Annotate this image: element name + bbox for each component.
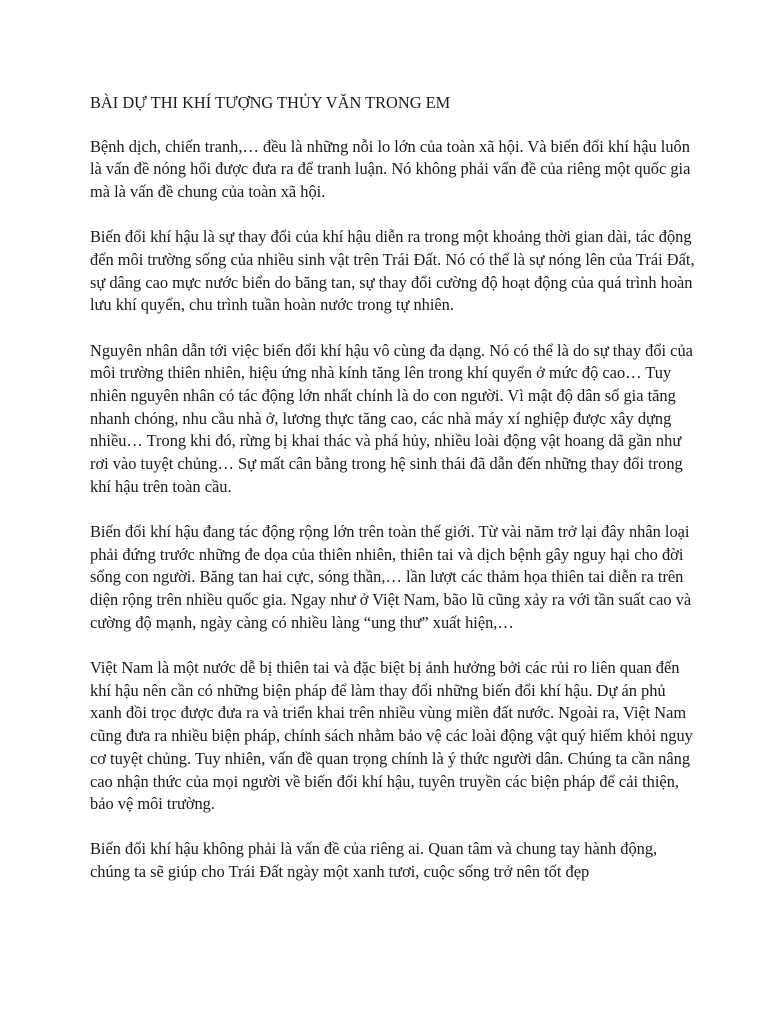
paragraph-4: Biến đổi khí hậu đang tác động rộng lớn trên toàn thế giới. Từ vài năm trở lại đây nhân loại phải đứng trước những đe dọa của thiên nhiên, thiên tai và dịch bệnh gây nguy hại cho đời sống con người. Băng tan hai cực, sóng thần,… lần lượt các thảm họa thiên tai diễn ra trên diện rộng trên nhiều quốc gia. Ngay như ở Việt Nam, bão lũ cũng xảy ra với tần suất cao và cường độ mạnh, ngày càng có nhiều làng “ung thư” xuất hiện,… bbox=[90, 522, 692, 632]
paragraph-6: Biến đổi khí hậu không phải là vấn đề của riêng ai. Quan tâm và chung tay hành động, chúng ta sẽ giúp cho Trái Đất ngày một xanh tươi, cuộc sống trở nên tốt đẹp bbox=[90, 839, 658, 882]
paragraph-5: Việt Nam là một nước dễ bị thiên tai và đặc biệt bị ảnh hưởng bởi các rủi ro liên quan đến khí hậu nên cần có những biện pháp để làm thay đổi những biến đổi khí hậu. Dự án phủ xanh đồi trọc được đưa ra và triển khai trên nhiều vùng miền đất nước. Ngoài ra, Việt Nam cũng đưa ra nhiều biện pháp, chính sách nhằm bảo vệ các loài động vật quý hiếm khỏi nguy cơ tuyệt chủng. Tuy nhiên, vấn đề quan trọng chính là ý thức người dân. Chúng ta cần nâng cao nhận thức của mọi người về biến đổi khí hậu, tuyên truyền các biện pháp để cải thiện, bảo vệ môi trường. bbox=[90, 658, 693, 814]
paragraph-1: Bệnh dịch, chiến tranh,… đều là những nỗi lo lớn của toàn xã hội. Và biến đổi khí hậu luôn là vấn đề nóng hổi được đưa ra để tranh luận. Nó không phải vấn đề của riêng một quốc gia mà là vấn đề chung của toàn xã hội. bbox=[90, 136, 691, 202]
document-title: BÀI DỰ THI KHÍ TƯỢNG THỦY VĂN TRONG EM bbox=[90, 93, 451, 112]
paragraph-3: Nguyên nhân dẫn tới việc biến đổi khí hậu vô cùng đa dạng. Nó có thể là do sự thay đổi của môi trường thiên nhiên, hiệu ứng nhà kính tăng lên trong khí quyển ở mức độ cao… Tuy nhiên nguyên nhân có tác động lớn nhất chính là do con người. Vì mật độ dân số gia tăng nhanh chóng, nhu cầu nhà ở, lương thực tăng cao, các nhà máy xí nghiệp được xây dựng nhiều… Trong khi đó, rừng bị khai thác và phá hủy, nhiều loài động vật hoang dã gần như rơi vào tuyệt chủng… Sự mất cân bằng trong hệ sinh thái đã dẫn đến những thay đổi trong khí hậu trên toàn cầu. bbox=[90, 340, 693, 496]
paragraph-2: Biến đổi khí hậu là sự thay đổi của khí hậu diễn ra trong một khoảng thời gian dài, tác động đến môi trường sống của nhiều sinh vật trên Trái Đất. Nó có thể là sự nóng lên của Trái Đất, sự dâng cao mực nước biển do băng tan, sự thay đổi cường độ hoạt động của quá trình hoàn lưu khí quyển, chu trình tuần hoàn nước trong tự nhiên. bbox=[90, 227, 695, 315]
